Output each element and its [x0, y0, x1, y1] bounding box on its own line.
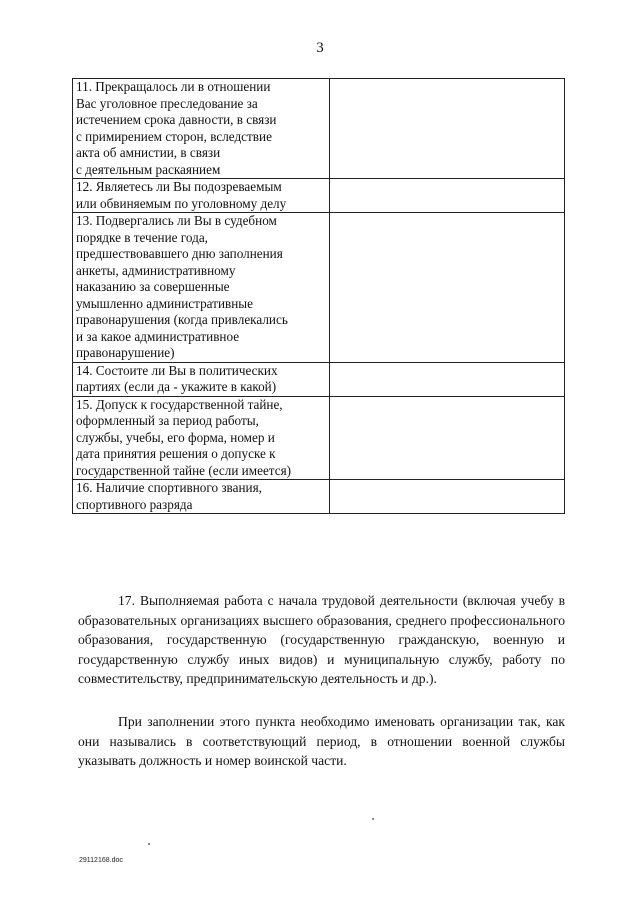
question-line: с примирением сторон, вследствие	[76, 128, 272, 144]
question-line: дата принятия решения о допуске к	[76, 446, 276, 461]
question-line: государственной тайне (если имеется)	[76, 462, 292, 478]
question-line: 13. Подвергались ли Вы в судебном	[76, 213, 277, 228]
question-row	[73, 179, 565, 213]
question-line: 15. Допуск к государственной тайне,	[76, 396, 283, 412]
question-line: 11. Прекращалось ли в отношении	[76, 79, 271, 94]
answer-cell[interactable]	[329, 480, 564, 514]
question-line: оформленный за период работы,	[76, 413, 259, 428]
question-row	[73, 480, 565, 514]
instruction-paragraph: При заполнении этого пункта необходимо именовать организации так, как они назывались в соответствующий период, в отношении военной службы указывать должность и номер воинской части.	[78, 714, 565, 769]
question-line: порядке в течение года,	[76, 229, 208, 245]
question-line: предшествовавшего дню заполнения	[76, 246, 283, 261]
scan-speck	[372, 818, 374, 820]
question-row	[73, 213, 565, 363]
questionnaire-table	[72, 78, 565, 514]
question-line: правонарушения (когда привлекались	[76, 312, 288, 327]
question-cell	[73, 213, 330, 363]
question-line: и за какое административное	[76, 328, 240, 344]
question-line: анкеты, административному	[76, 262, 236, 278]
question-line: с деятельным раскаянием	[76, 161, 221, 177]
question-line: умышленно административные	[76, 295, 254, 311]
question-row	[73, 79, 565, 179]
question-line: 12. Являетесь ли Вы подозреваемым	[76, 179, 282, 194]
answer-cell[interactable]	[329, 362, 564, 396]
paragraph-17: 17. Выполняемая работа с начала трудовой деятельности (включая учебу в образовательных организациях высшего образования, среднего профессионального образования, государственную (государственную гражданскую, военную и государственную службу иных видов) и муниципальную службу, работу по совместительству, предпринимательскую деятельность и др.).	[78, 593, 565, 687]
question-cell	[73, 362, 330, 396]
question-line: 14. Состоите ли Вы в политических	[76, 362, 278, 378]
question-row	[73, 362, 565, 396]
question-line: правонарушение)	[76, 345, 175, 360]
question-cell	[73, 396, 330, 480]
question-line: службы, учебы, его форма, номер и	[76, 429, 275, 445]
answer-cell[interactable]	[329, 179, 564, 213]
question-line: истечением срока давности, в связи	[76, 112, 277, 127]
question-row	[73, 396, 565, 480]
question-line: или обвиняемым по уголовному делу	[76, 195, 287, 211]
answer-cell[interactable]	[329, 213, 564, 363]
question-line: Вас уголовное преследование за	[76, 95, 258, 111]
question-cell	[73, 179, 330, 213]
question-line: наказанию за совершенные	[76, 279, 230, 294]
question-line: акта об амнистии, в связи	[76, 145, 221, 160]
answer-cell[interactable]	[329, 79, 564, 179]
page-number: 3	[316, 40, 324, 56]
question-line: 16. Наличие спортивного звания,	[76, 480, 262, 495]
question-line: спортивного разряда	[76, 496, 193, 512]
footer-file-code: 29112168.doc	[79, 857, 123, 864]
question-cell	[73, 79, 330, 179]
question-line: партиях (если да - укажите в какой)	[76, 379, 277, 394]
scan-speck	[148, 843, 150, 845]
answer-cell[interactable]	[329, 396, 564, 480]
question-cell	[73, 480, 330, 514]
